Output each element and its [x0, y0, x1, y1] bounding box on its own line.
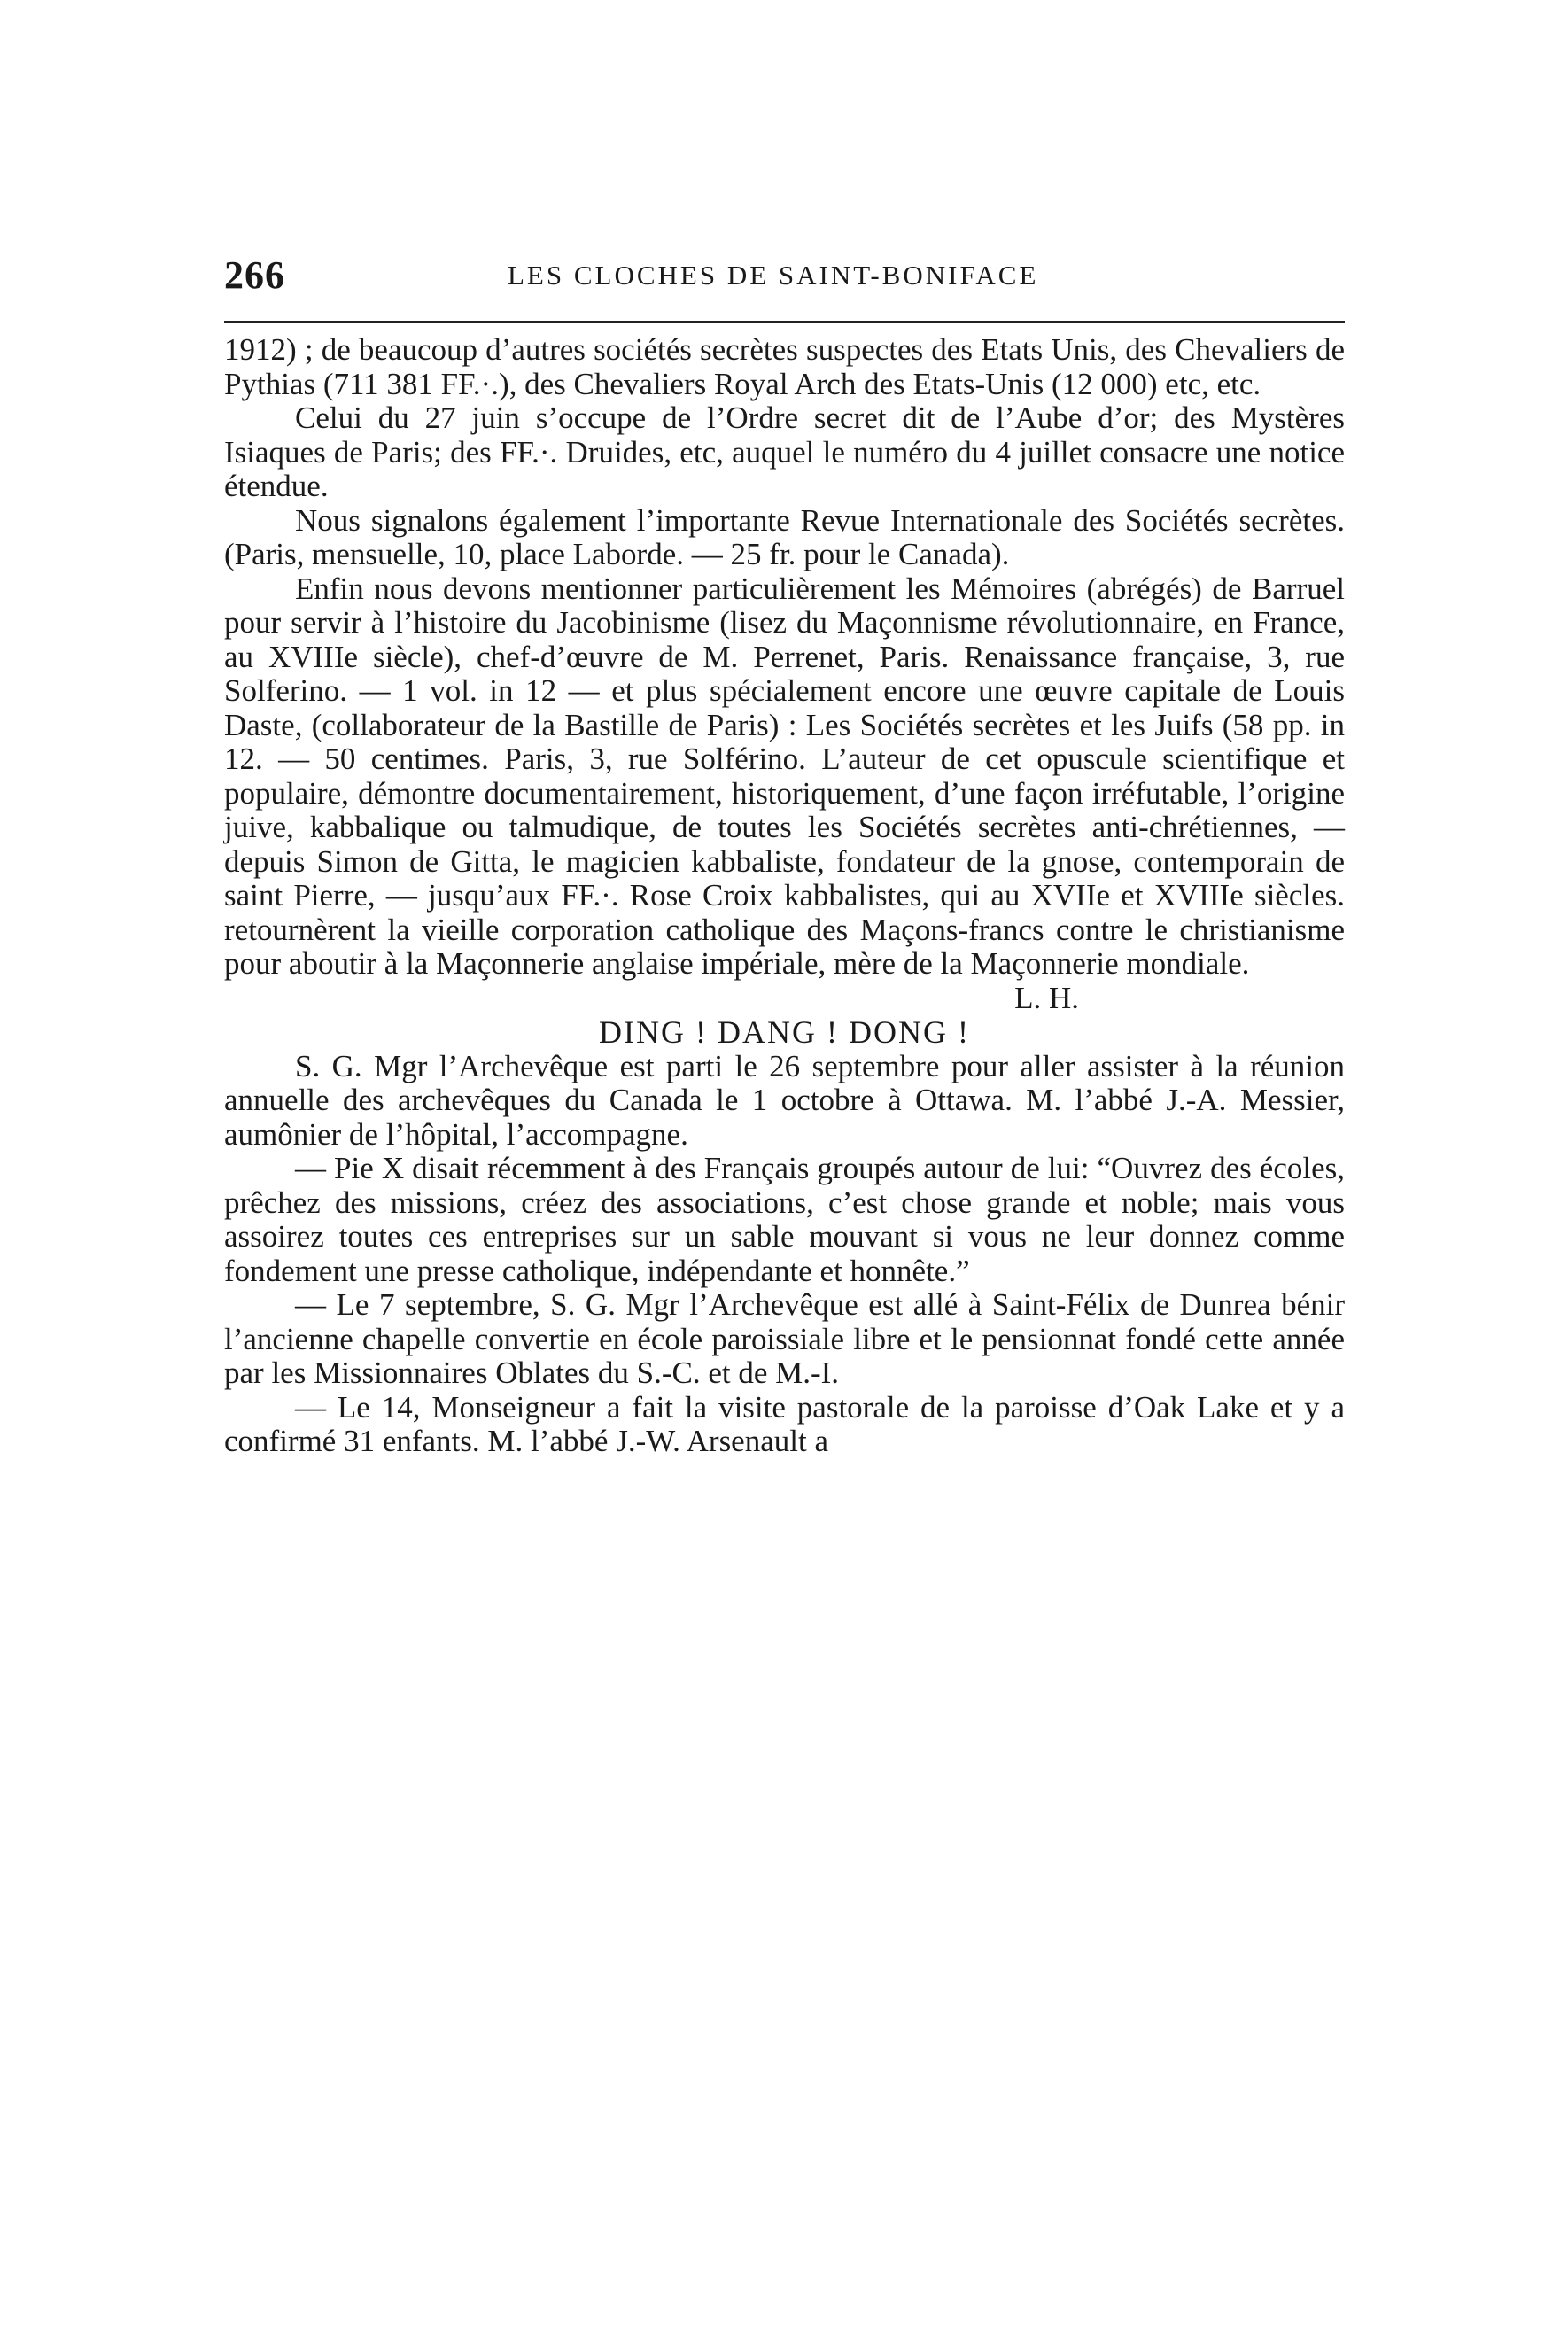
news-item: — Pie X disait récemment à des Français groupés autour de lui: “Ouvrez des écoles, prêchez des missions, créez des associations, c’est chose grande et noble; mais vous assoirez toutes ces entreprises sur un sable mouvant si vous ne leur donnez comme fondement une presse catholique, indépendante et honnête.” [224, 1151, 1345, 1288]
news-item: S. G. Mgr l’Archevêque est parti le 26 septembre pour aller assister à la réunion annuelle des archevêques du Canada le 1 octobre à Ottawa. M. l’abbé J.-A. Messier, aumônier de l’hôpital, l’accompagne. [224, 1048, 1345, 1152]
page-header [224, 252, 1345, 306]
news-item: — Le 7 septembre, S. G. Mgr l’Archevêque est allé à Saint-Félix de Dunrea bénir l’ancienne chapelle convertie en école paroissiale libre et le pensionnat fondé cette année par les Missionnaires Oblates du S.-C. et de M.-I. [224, 1287, 1345, 1390]
page-body [224, 333, 1345, 1459]
paragraph-continuation: 1912) ; de beaucoup d’autres sociétés secrètes suspectes des Etats Unis, des Chevaliers de Pythias (711 381 FF.·.), des Chevaliers Royal Arch des Etats-Unis (12 000) etc, etc. [224, 332, 1345, 401]
running-title: LES CLOCHES DE SAINT-BONIFACE [508, 260, 1039, 291]
paragraph: Celui du 27 juin s’occupe de l’Ordre secret dit de l’Aube d’or; des Mystères Isiaques de Paris; des FF.·. Druides, etc, auquel le numéro du 4 juillet consacre une notice étendue. [224, 400, 1345, 503]
signature: L. H. [1014, 980, 1079, 1015]
news-item: — Le 14, Monseigneur a fait la visite pastorale de la paroisse d’Oak Lake et y a confirmé 31 enfants. M. l’abbé J.-W. Arsenault a [224, 1389, 1345, 1458]
header-rule [224, 321, 1345, 323]
paragraph: Nous signalons également l’importante Revue Internationale des Sociétés secrètes. (Paris, mensuelle, 10, place Laborde. — 25 fr. pour le Canada). [224, 502, 1345, 571]
section-heading: DING ! DANG ! DONG ! [599, 1014, 970, 1050]
paragraph: Enfin nous devons mentionner particulièrement les Mémoires (abrégés) de Barruel pour servir à l’histoire du Jacobinisme (lisez du Maçonnisme révolutionnaire, en France, au XVIIIe siècle), chef-d’œuvre de M. Perrenet, Paris. Renaissance française, 3, rue Solferino. — 1 vol. in 12 — et plus spécialement encore une œuvre capitale de Louis Daste, (collaborateur de la Bastille de Paris) : Les Sociétés secrètes et les Juifs (58 pp. in 12. — 50 centimes. Paris, 3, rue Solférino. L’auteur de cet opuscule scientifique et populaire, démontre documentairement, historiquement, d’une façon irréfutable, l’origine juive, kabbalique ou talmudique, de toutes les Sociétés secrètes anti-chrétiennes, — depuis Simon de Gitta, le magicien kabbaliste, fondateur de la gnose, contemporain de saint Pierre, — jusqu’aux FF.·. Rose Croix kabbalistes, qui au XVIIe et XVIIIe siècles. retournèrent la vieille corporation catholique des Maçons-francs contre le christianisme pour aboutir à la Maçonnerie anglaise impériale, mère de la Maçonnerie mondiale. [224, 571, 1345, 981]
page-number: 266 [224, 253, 285, 297]
